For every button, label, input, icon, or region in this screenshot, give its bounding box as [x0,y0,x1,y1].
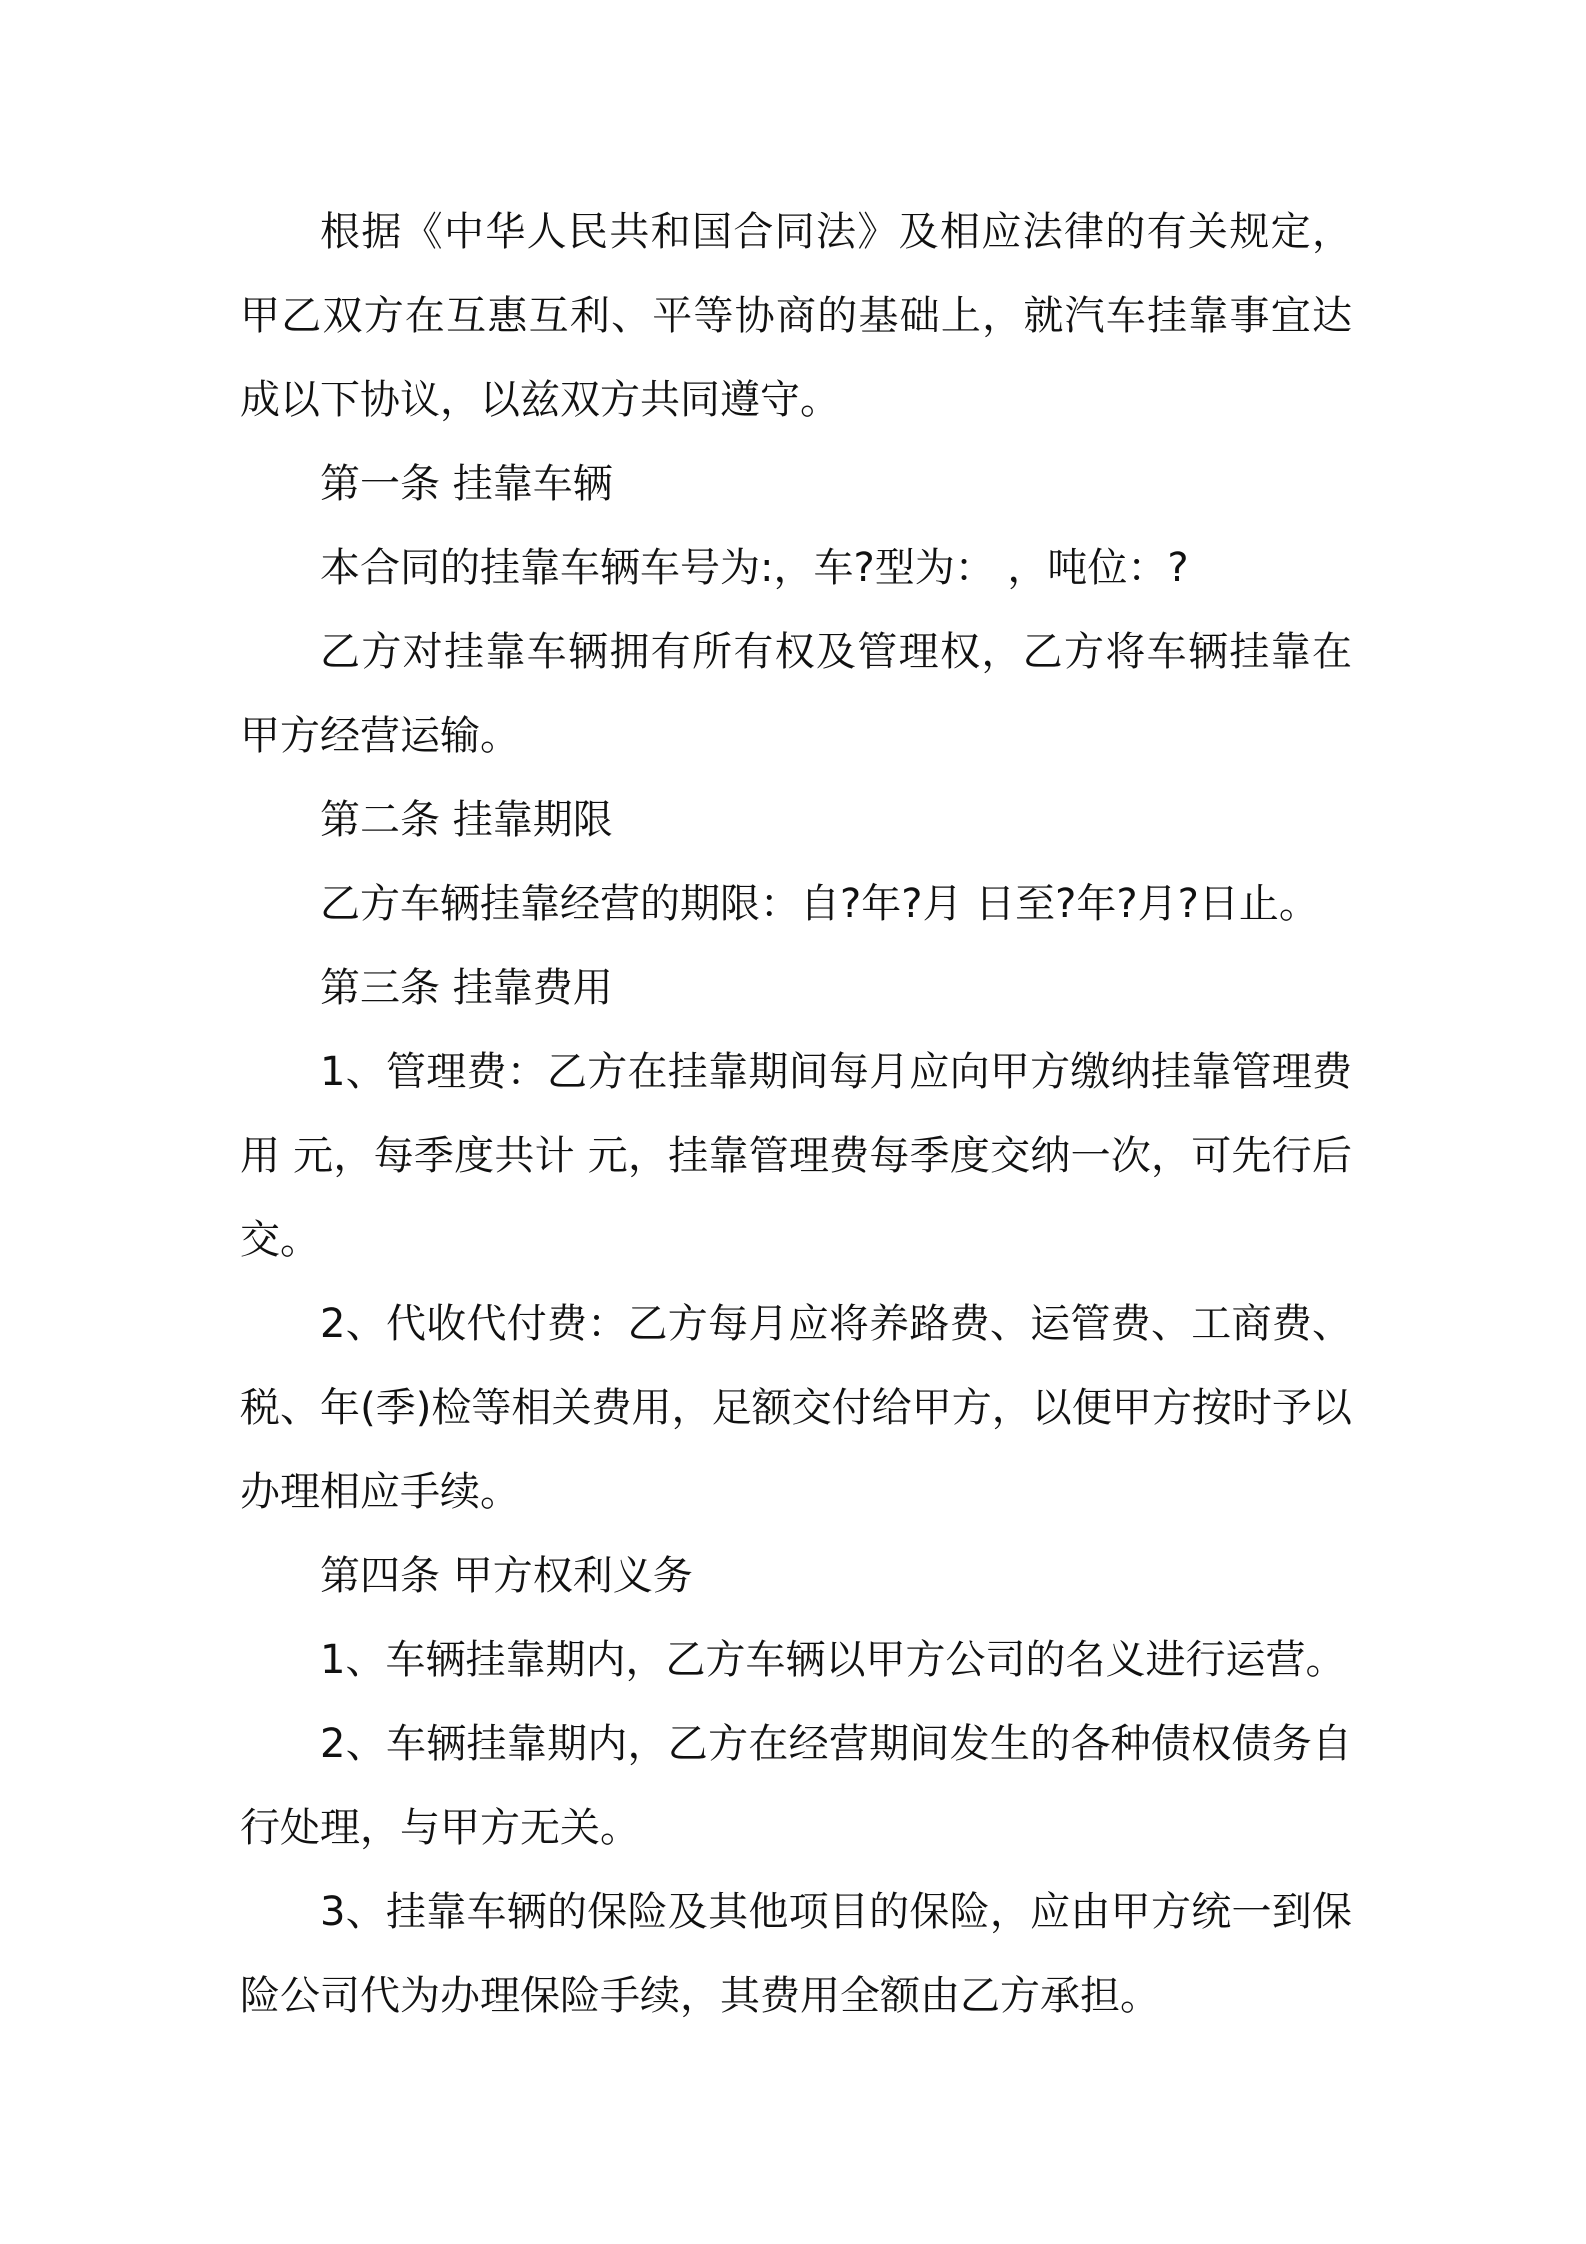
paragraph-term: 乙方车辆挂靠经营的期限：自?年?月 日至?年?月?日止。 [320,881,1319,927]
article-4-heading: 第四条 甲方权利义务 [320,1553,693,1599]
paragraph-collection-fee: 2、代收代付费：乙方每月应将养路费、运管费、工商费、税、年(季)检等相关费用，足额交付给甲方，以便甲方按时予以办理相应手续。 [240,1301,1352,1515]
paragraph-intro: 根据《中华人民共和国合同法》及相应法律的有关规定，甲乙双方在互惠互利、平等协商的基础上，就汽车挂靠事宜达成以下协议，以兹双方共同遵守。 [240,209,1352,423]
article-1-heading: 第一条 挂靠车辆 [320,461,613,507]
paragraph-ownership: 乙方对挂靠车辆拥有所有权及管理权，乙方将车辆挂靠在甲方经营运输。 [240,629,1352,759]
paragraph-rights-2: 2、车辆挂靠期内，乙方在经营期间发生的各种债权债务自行处理，与甲方无关。 [240,1721,1352,1851]
article-3-heading: 第三条 挂靠费用 [320,965,613,1011]
paragraph-management-fee: 1、管理费：乙方在挂靠期间每月应向甲方缴纳挂靠管理费用 元，每季度共计 元，挂靠管理费每季度交纳一次，可先行后交。 [240,1049,1352,1263]
document-body [240,190,1352,2038]
paragraph-rights-1: 1、车辆挂靠期内，乙方车辆以甲方公司的名义进行运营。 [320,1637,1346,1683]
paragraph-vehicle-info: 本合同的挂靠车辆车号为:，车?型为： ，吨位：? [320,545,1189,591]
article-2-heading: 第二条 挂靠期限 [320,797,613,843]
paragraph-rights-3: 3、挂靠车辆的保险及其他项目的保险，应由甲方统一到保险公司代为办理保险手续，其费用全额由乙方承担。 [240,1889,1352,2019]
